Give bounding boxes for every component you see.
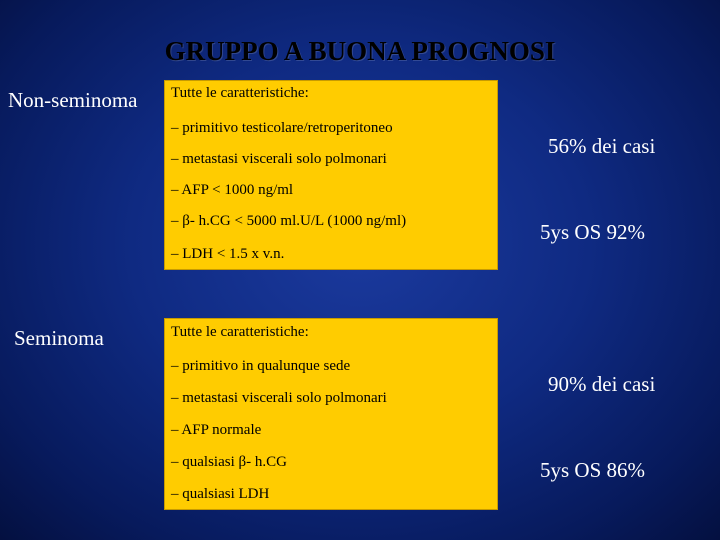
criteria-line: – metastasi viscerali solo polmonari	[171, 390, 387, 406]
criteria-box-non-seminoma	[164, 80, 498, 270]
stat-os-non-seminoma: 5ys OS 92%	[540, 220, 646, 244]
stat-cases-non-seminoma: 56% dei casi	[548, 134, 656, 158]
criteria-line: – β- h.CG < 5000 ml.U/L (1000 ng/ml)	[171, 213, 407, 229]
criteria-line: Tutte le caratteristiche:	[171, 324, 309, 340]
criteria-line: – AFP normale	[171, 422, 262, 438]
criteria-line: – metastasi viscerali solo polmonari	[171, 151, 387, 167]
criteria-line: – AFP < 1000 ng/ml	[171, 182, 294, 198]
criteria-line: Tutte le caratteristiche:	[171, 85, 309, 101]
stat-os-seminoma: 5ys OS 86%	[540, 458, 646, 482]
criteria-box-seminoma	[164, 318, 498, 510]
criteria-line: – LDH < 1.5 x v.n.	[171, 246, 285, 262]
group-label-seminoma: Seminoma	[14, 326, 104, 350]
criteria-line: – qualsiasi LDH	[171, 486, 270, 502]
stat-cases-seminoma: 90% dei casi	[548, 372, 656, 396]
criteria-line: – primitivo in qualunque sede	[171, 358, 351, 374]
group-label-non-seminoma: Non-seminoma	[8, 88, 138, 112]
slide-title: GRUPPO A BUONA PROGNOSI	[164, 36, 556, 66]
criteria-line: – primitivo testicolare/retroperitoneo	[171, 120, 393, 136]
criteria-line: – qualsiasi β- h.CG	[171, 454, 287, 470]
